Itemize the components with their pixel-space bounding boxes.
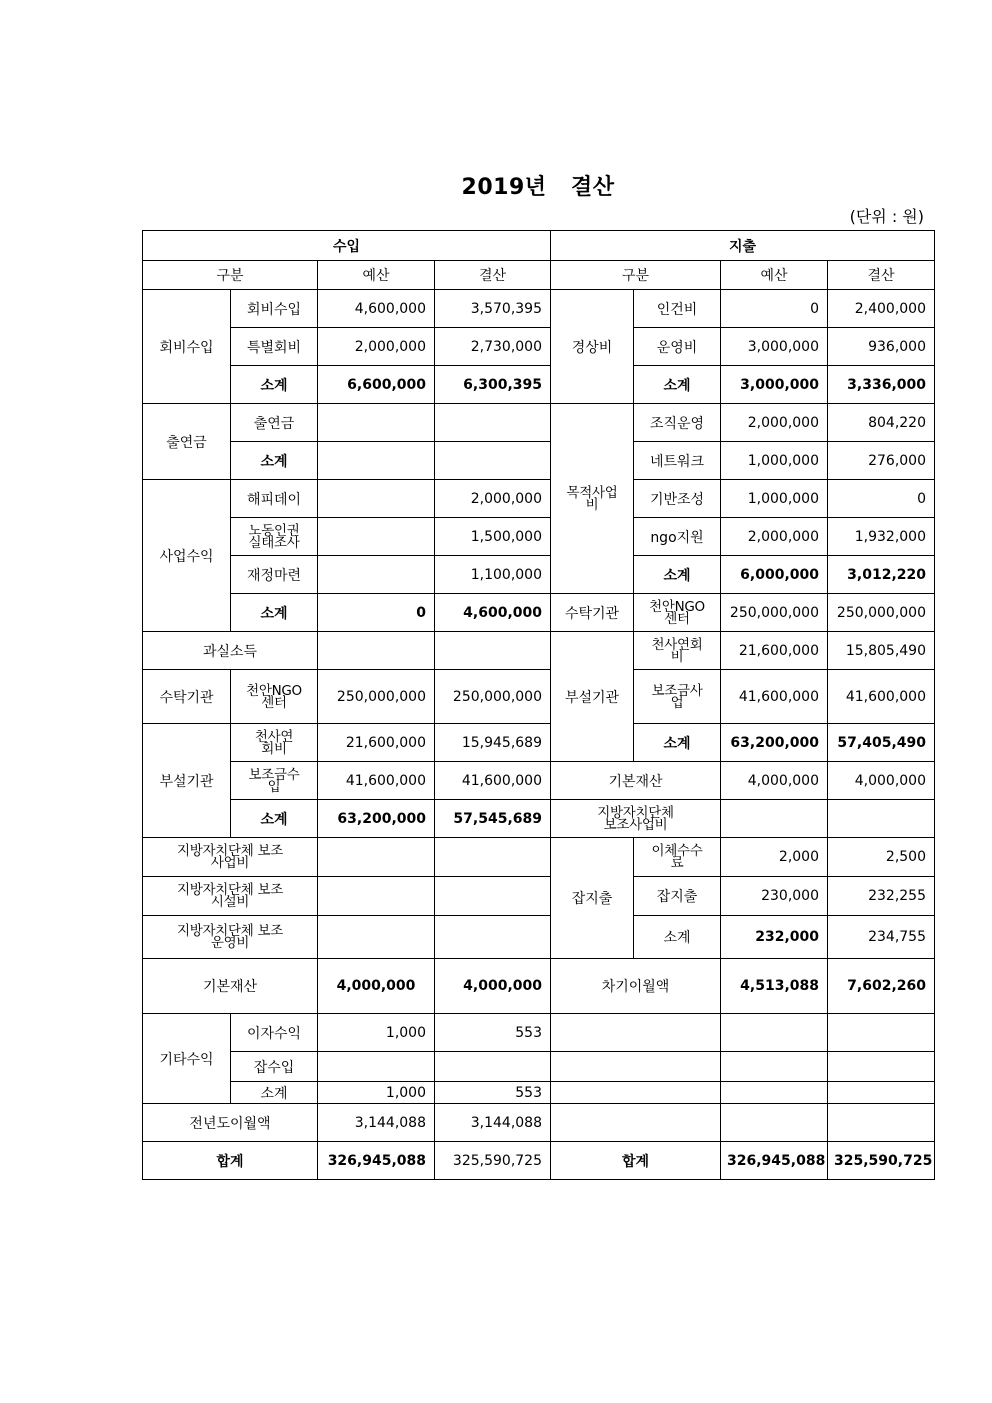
table-row <box>143 724 935 762</box>
expense-settlement: 2,400,000 <box>828 290 935 328</box>
income-item: 출연금 <box>231 404 318 442</box>
income-settlement <box>435 632 551 670</box>
empty-cell <box>828 1052 935 1082</box>
expense-settlement: 7,602,260 <box>828 959 935 1014</box>
income-item: 노동인권 실태조사 <box>231 518 318 556</box>
expense-budget: 41,600,000 <box>721 670 828 724</box>
expense-budget: 0 <box>721 290 828 328</box>
income-budget: 21,600,000 <box>318 724 435 762</box>
table-row <box>143 632 935 670</box>
table-subheader-row <box>143 261 935 290</box>
table-row <box>143 1104 935 1142</box>
income-settlement: 1,100,000 <box>435 556 551 594</box>
empty-cell <box>721 1014 828 1052</box>
income-settlement <box>435 404 551 442</box>
income-settlement: 4,600,000 <box>435 594 551 632</box>
income-group-other: 기타수익 <box>143 1014 231 1104</box>
expense-budget: 3,000,000 <box>721 328 828 366</box>
table-row <box>143 916 935 959</box>
income-item: 전년도이월액 <box>143 1104 318 1142</box>
table-row <box>143 518 935 556</box>
income-budget <box>318 632 435 670</box>
income-budget: 1,000 <box>318 1082 435 1104</box>
income-budget <box>318 556 435 594</box>
income-item: 이자수익 <box>231 1014 318 1052</box>
income-budget <box>318 404 435 442</box>
empty-cell <box>551 1104 721 1142</box>
expense-subtotal-label: 소계 <box>634 916 721 959</box>
income-settlement: 250,000,000 <box>435 670 551 724</box>
income-item: 잡수입 <box>231 1052 318 1082</box>
expense-settlement: 804,220 <box>828 404 935 442</box>
income-settlement <box>435 442 551 480</box>
income-group-consigned: 수탁기관 <box>143 670 231 724</box>
income-settlement <box>435 916 551 959</box>
expense-settlement <box>828 800 935 838</box>
expense-group-ordinary: 경상비 <box>551 290 634 404</box>
income-budget <box>318 916 435 959</box>
expense-item: 기반조성 <box>634 480 721 518</box>
income-settlement: 4,000,000 <box>435 959 551 1014</box>
income-subtotal-label: 소계 <box>231 366 318 404</box>
income-budget <box>318 838 435 877</box>
table-row <box>143 556 935 594</box>
income-header: 수입 <box>143 231 551 261</box>
expense-item: ngo지원 <box>634 518 721 556</box>
expense-item: 지방자치단체 보조사업비 <box>551 800 721 838</box>
income-budget <box>318 442 435 480</box>
expense-subtotal-label: 소계 <box>634 556 721 594</box>
expense-budget: 232,000 <box>721 916 828 959</box>
income-budget: 4,000,000 <box>318 959 435 1014</box>
income-settlement: 3,570,395 <box>435 290 551 328</box>
empty-cell <box>551 1082 721 1104</box>
income-subtotal-label: 소계 <box>231 594 318 632</box>
expense-settlement: 234,755 <box>828 916 935 959</box>
expense-budget: 1,000,000 <box>721 442 828 480</box>
expense-settlement: 232,255 <box>828 877 935 916</box>
income-subtotal-label: 소계 <box>231 800 318 838</box>
expense-settlement: 1,932,000 <box>828 518 935 556</box>
income-settlement-header: 결산 <box>435 261 551 290</box>
income-category-header: 구분 <box>143 261 318 290</box>
income-settlement: 15,945,689 <box>435 724 551 762</box>
table-row <box>143 838 935 877</box>
income-budget: 4,600,000 <box>318 290 435 328</box>
income-budget: 3,144,088 <box>318 1104 435 1142</box>
empty-cell <box>828 1104 935 1142</box>
income-group-membership: 회비수입 <box>143 290 231 404</box>
income-settlement: 2,000,000 <box>435 480 551 518</box>
expense-budget <box>721 800 828 838</box>
income-budget <box>318 480 435 518</box>
unit-label: (단위 : 원) <box>849 207 924 226</box>
expense-budget: 4,000,000 <box>721 762 828 800</box>
income-settlement: 57,545,689 <box>435 800 551 838</box>
settlement-table <box>142 230 935 1180</box>
expense-budget: 63,200,000 <box>721 724 828 762</box>
income-item: 천사연 회비 <box>231 724 318 762</box>
income-budget: 250,000,000 <box>318 670 435 724</box>
income-settlement: 553 <box>435 1014 551 1052</box>
income-total-budget: 326,945,088 <box>318 1142 435 1180</box>
page-title: 2019년 결산 <box>461 175 615 200</box>
expense-budget: 4,513,088 <box>721 959 828 1014</box>
expense-budget: 6,000,000 <box>721 556 828 594</box>
expense-item: 천사연회 비 <box>634 632 721 670</box>
expense-settlement: 276,000 <box>828 442 935 480</box>
expense-group-misc: 잡지출 <box>551 838 634 959</box>
table-row <box>143 404 935 442</box>
table-row <box>143 442 935 480</box>
table-row <box>143 290 935 328</box>
expense-item: 이체수수 료 <box>634 838 721 877</box>
income-group-contribution: 출연금 <box>143 404 231 480</box>
expense-budget: 230,000 <box>721 877 828 916</box>
income-item: 특별회비 <box>231 328 318 366</box>
expense-item: 천안NGO 센터 <box>634 594 721 632</box>
income-item: 재정마련 <box>231 556 318 594</box>
expense-subtotal-label: 소계 <box>634 724 721 762</box>
expense-item: 보조금사 업 <box>634 670 721 724</box>
expense-settlement: 3,336,000 <box>828 366 935 404</box>
expense-settlement: 57,405,490 <box>828 724 935 762</box>
expense-group-consigned: 수탁기관 <box>551 594 634 632</box>
expense-budget: 3,000,000 <box>721 366 828 404</box>
table-row <box>143 762 935 800</box>
income-subtotal-label: 소계 <box>231 1082 318 1104</box>
table-row <box>143 594 935 632</box>
empty-cell <box>721 1104 828 1142</box>
empty-cell <box>551 1052 721 1082</box>
expense-budget: 2,000,000 <box>721 518 828 556</box>
income-group-business: 사업수익 <box>143 480 231 632</box>
total-row <box>143 1142 935 1180</box>
empty-cell <box>721 1052 828 1082</box>
expense-settlement: 3,012,220 <box>828 556 935 594</box>
income-budget: 6,600,000 <box>318 366 435 404</box>
expense-settlement: 936,000 <box>828 328 935 366</box>
empty-cell <box>721 1082 828 1104</box>
income-budget <box>318 1052 435 1082</box>
table-header-row <box>143 231 935 261</box>
income-item: 해피데이 <box>231 480 318 518</box>
table-row <box>143 480 935 518</box>
income-settlement: 553 <box>435 1082 551 1104</box>
income-settlement: 41,600,000 <box>435 762 551 800</box>
income-budget: 63,200,000 <box>318 800 435 838</box>
income-budget: 2,000,000 <box>318 328 435 366</box>
expense-settlement: 41,600,000 <box>828 670 935 724</box>
income-budget-header: 예산 <box>318 261 435 290</box>
expense-settlement: 250,000,000 <box>828 594 935 632</box>
expense-group-affiliated: 부설기관 <box>551 632 634 762</box>
expense-settlement: 4,000,000 <box>828 762 935 800</box>
expense-budget: 1,000,000 <box>721 480 828 518</box>
expense-item: 네트워크 <box>634 442 721 480</box>
expense-total-budget: 326,945,088 <box>721 1142 828 1180</box>
income-settlement: 1,500,000 <box>435 518 551 556</box>
expense-budget-header: 예산 <box>721 261 828 290</box>
empty-cell <box>828 1082 935 1104</box>
table-row <box>143 800 935 838</box>
expense-item: 잡지출 <box>634 877 721 916</box>
expense-subtotal-label: 소계 <box>634 366 721 404</box>
expense-settlement-header: 결산 <box>828 261 935 290</box>
income-settlement <box>435 838 551 877</box>
income-total-label: 합계 <box>143 1142 318 1180</box>
empty-cell <box>828 1014 935 1052</box>
expense-budget: 2,000 <box>721 838 828 877</box>
income-settlement: 2,730,000 <box>435 328 551 366</box>
income-budget <box>318 877 435 916</box>
income-item: 보조금수 입 <box>231 762 318 800</box>
expense-item: 기본재산 <box>551 762 721 800</box>
income-total-settlement: 325,590,725 <box>435 1142 551 1180</box>
expense-header: 지출 <box>551 231 935 261</box>
expense-settlement: 0 <box>828 480 935 518</box>
table-row <box>143 1014 935 1052</box>
income-item: 지방자치단체 보조 운영비 <box>143 916 318 959</box>
expense-category-header: 구분 <box>551 261 721 290</box>
table-row <box>143 877 935 916</box>
expense-item: 운영비 <box>634 328 721 366</box>
income-settlement <box>435 877 551 916</box>
expense-budget: 21,600,000 <box>721 632 828 670</box>
expense-settlement: 2,500 <box>828 838 935 877</box>
expense-item: 인건비 <box>634 290 721 328</box>
expense-budget: 2,000,000 <box>721 404 828 442</box>
income-item: 회비수입 <box>231 290 318 328</box>
expense-group-purpose: 목적사업 비 <box>551 404 634 594</box>
expense-item: 조직운영 <box>634 404 721 442</box>
income-item: 지방자치단체 보조 시설비 <box>143 877 318 916</box>
empty-cell <box>551 1014 721 1052</box>
income-budget <box>318 518 435 556</box>
income-group-affiliated: 부설기관 <box>143 724 231 838</box>
expense-item: 차기이월액 <box>551 959 721 1014</box>
income-budget: 0 <box>318 594 435 632</box>
table-row <box>143 670 935 724</box>
table-row <box>143 1052 935 1082</box>
expense-total-label: 합계 <box>551 1142 721 1180</box>
table-row <box>143 328 935 366</box>
income-settlement: 3,144,088 <box>435 1104 551 1142</box>
table-row <box>143 366 935 404</box>
expense-settlement: 15,805,490 <box>828 632 935 670</box>
expense-budget: 250,000,000 <box>721 594 828 632</box>
income-settlement: 6,300,395 <box>435 366 551 404</box>
income-budget: 41,600,000 <box>318 762 435 800</box>
income-subtotal-label: 소계 <box>231 442 318 480</box>
table-row <box>143 959 935 1014</box>
expense-total-settlement: 325,590,725 <box>828 1142 935 1180</box>
income-budget: 1,000 <box>318 1014 435 1052</box>
income-item: 과실소득 <box>143 632 318 670</box>
income-item: 지방자치단체 보조 사업비 <box>143 838 318 877</box>
income-item: 기본재산 <box>143 959 318 1014</box>
table-row <box>143 1082 935 1104</box>
income-item: 천안NGO 센터 <box>231 670 318 724</box>
income-settlement <box>435 1052 551 1082</box>
